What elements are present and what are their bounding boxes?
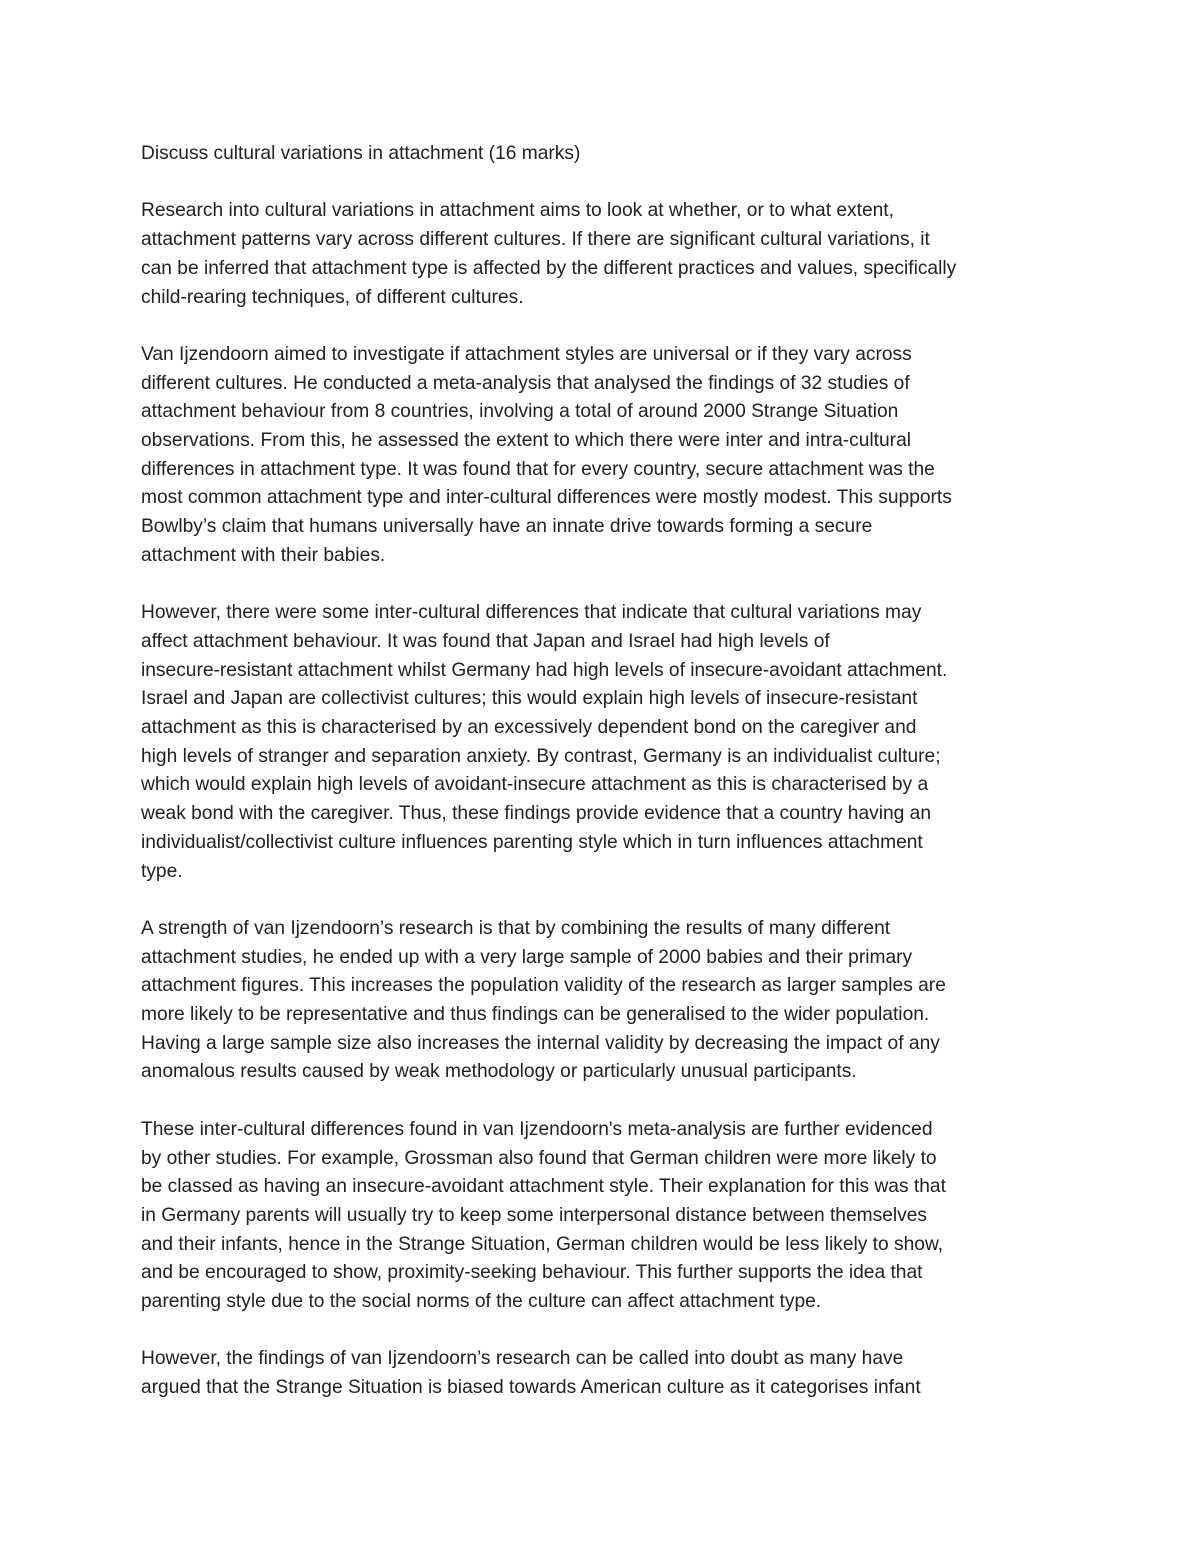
document-title: Discuss cultural variations in attachment (16 marks) bbox=[141, 143, 581, 164]
paragraph: However, the findings of van Ijzendoorn’s research can be called into doubt as many have argued that the Strange Situation is biased towards American culture as it categorises infant bbox=[141, 1348, 921, 1399]
document-body bbox=[141, 140, 1066, 1403]
paragraph: However, there were some inter-cultural differences that indicate that cultural variations may affect attachment behaviour. It was found that Japan and Israel had high levels of insecure-resistant attachment whilst Germany had high levels of insecure-avoidant attachment. Israel and Japan are collectivist cultures; this would explain high levels of insecure-resistant attachment as this is characterised by an excessively dependent bond on the caregiver and high levels of stranger and separation anxiety. By contrast, Germany is an individualist culture; which would explain high levels of avoidant-insecure attachment as this is characterised by a weak bond with the caregiver. Thus, these findings provide evidence that a country having an individualist/collectivist culture influences parenting style which in turn influences attachment type. bbox=[141, 602, 948, 882]
paragraph: Van Ijzendoorn aimed to investigate if attachment styles are universal or if they vary across different cultures. He conducted a meta-analysis that analysed the findings of 32 studies of attachment behaviour from 8 countries, involving a total of around 2000 Strange Situation observations. From this, he assessed the extent to which there were inter and intra-cultural differences in attachment type. It was found that for every country, secure attachment was the most common attachment type and inter-cultural differences were mostly modest. This supports Bowlby’s claim that humans universally have an innate drive towards forming a secure attachment with their babies. bbox=[141, 343, 952, 566]
paragraph: A strength of van Ijzendoorn’s research is that by combining the results of many different attachment studies, he ended up with a very large sample of 2000 babies and their primary attachment figures. This increases the population validity of the research as larger samples are more likely to be representative and thus findings can be generalised to the wider population. Having a large sample size also increases the internal validity by decreasing the impact of any anomalous results caused by weak methodology or particularly unusual participants. bbox=[141, 917, 946, 1083]
paragraph: These inter-cultural differences found in van Ijzendoorn's meta-analysis are further evidenced by other studies. For example, Grossman also found that German children were more likely to be classed as having an insecure-avoidant attachment style. Their explanation for this was that in Germany parents will usually try to keep some interpersonal distance between themselves and their infants, hence in the Strange Situation, German children would be less likely to show, and be encouraged to show, proximity-seeking behaviour. This further supports the idea that parenting style due to the social norms of the culture can affect attachment type. bbox=[141, 1118, 946, 1313]
paragraph: Research into cultural variations in attachment aims to look at whether, or to what extent, attachment patterns vary across different cultures. If there are significant cultural variations, it can be inferred that attachment type is affected by the different practices and values, specifically child-rearing techniques, of different cultures. bbox=[141, 200, 957, 308]
